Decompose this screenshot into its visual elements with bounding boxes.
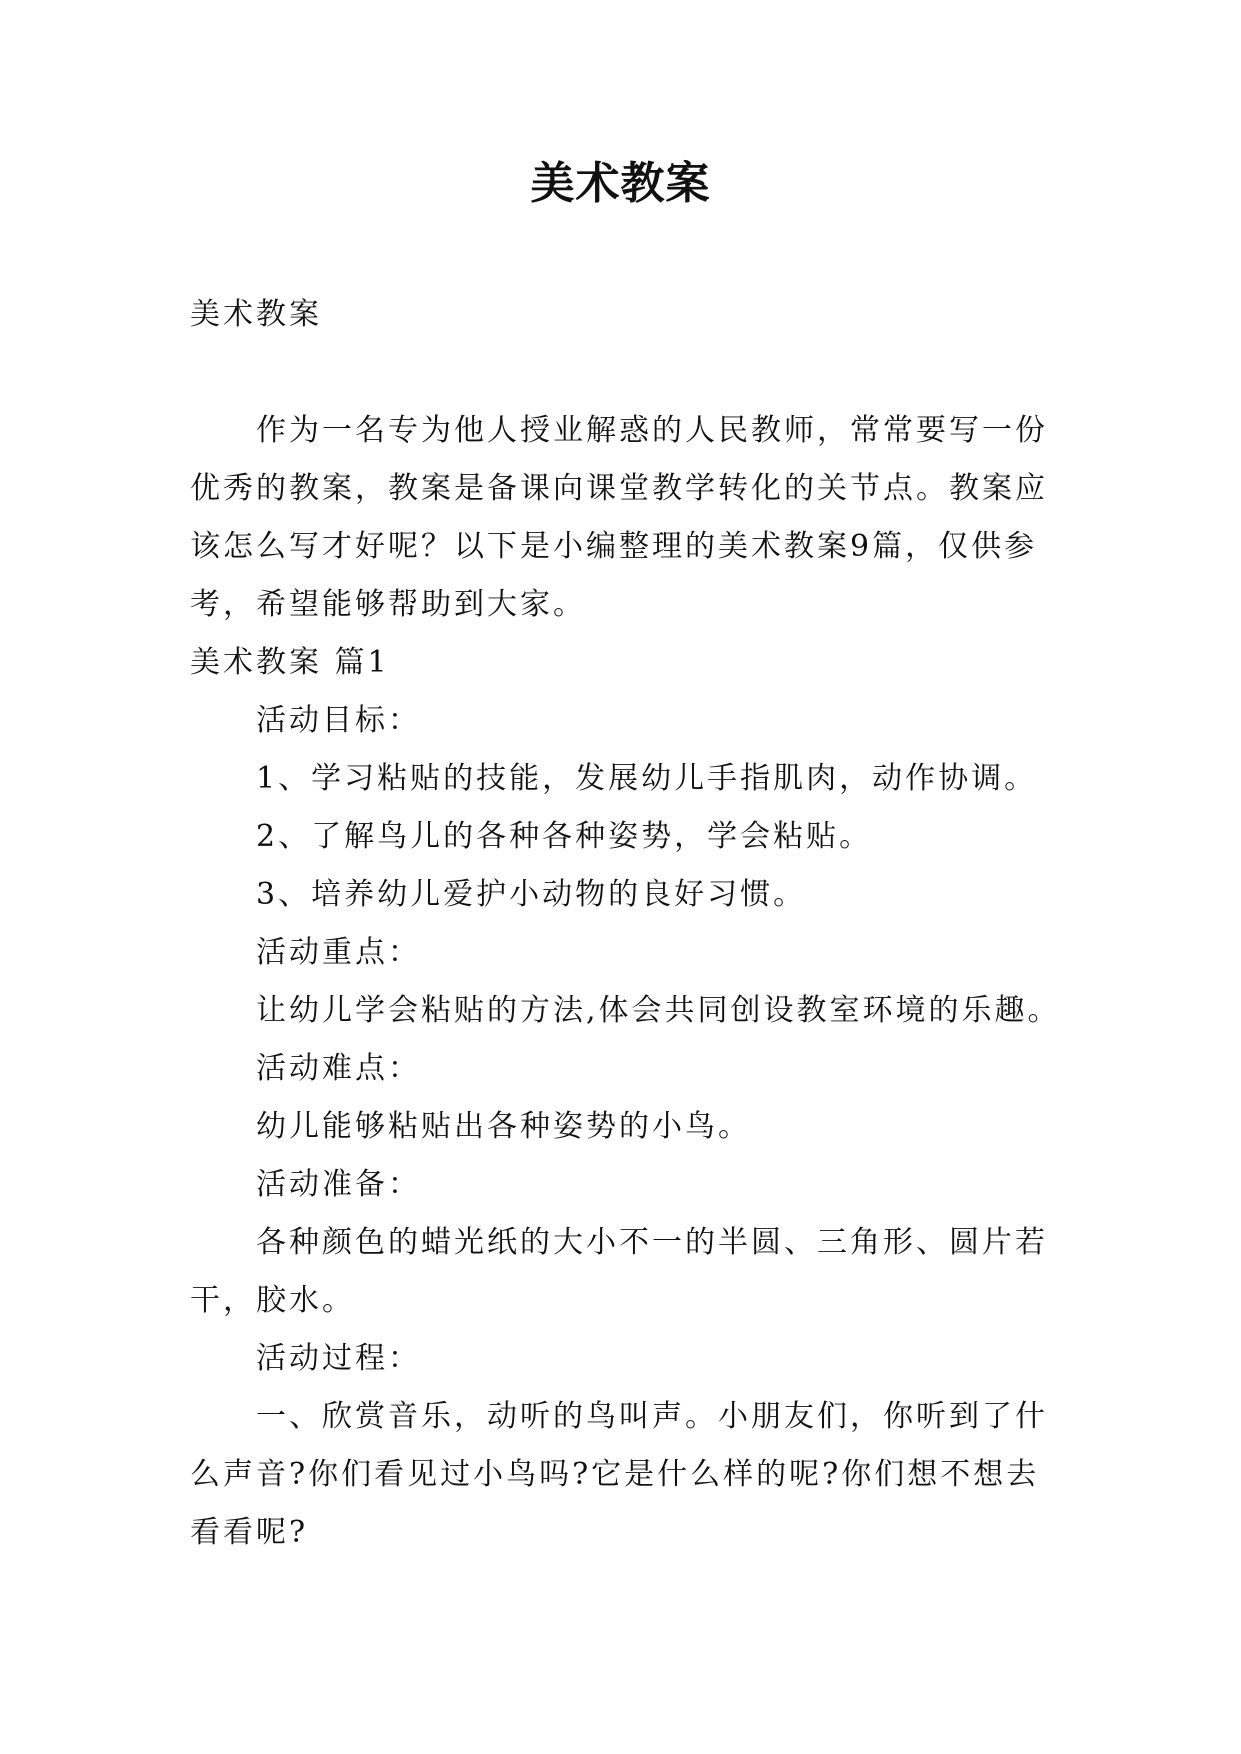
process-line-2: 么声音?你们看见过小鸟吗?它是什么样的呢?你们想不想去 <box>190 1457 1040 1492</box>
prep-line-1: 各种颜色的蜡光纸的大小不一的半圆、三角形、圆片若 <box>256 1225 1048 1260</box>
intro-line-2: 优秀的教案，教案是备课向课堂教学转化的关节点。教案应 <box>190 471 1048 506</box>
goal-item-2: 2、了解鸟儿的各种各种姿势，学会粘贴。 <box>256 819 873 854</box>
prep-line-2: 干，胶水。 <box>190 1283 355 1318</box>
goals-label: 活动目标： <box>256 703 421 738</box>
process-label: 活动过程： <box>256 1341 421 1376</box>
intro-line-4: 考，希望能够帮助到大家。 <box>190 587 586 622</box>
key-label: 活动重点： <box>256 935 421 970</box>
process-line-3: 看看呢? <box>190 1515 309 1550</box>
key-text: 让幼儿学会粘贴的方法,体会共同创设教室环境的乐趣。 <box>256 993 1061 1028</box>
goal-item-3: 3、培养幼儿爱护小动物的良好习惯。 <box>256 877 807 912</box>
difficulty-label: 活动难点： <box>256 1051 421 1086</box>
intro-line-3: 该怎么写才好呢？以下是小编整理的美术教案9篇，仅供参 <box>190 529 1038 564</box>
prep-label: 活动准备： <box>256 1167 421 1202</box>
intro-line-1: 作为一名专为他人授业解惑的人民教师，常常要写一份 <box>256 413 1048 448</box>
document-subtitle: 美术教案 <box>190 297 322 332</box>
document-title: 美术教案 <box>530 158 711 209</box>
goal-item-1: 1、学习粘贴的技能，发展幼儿手指肌肉，动作协调。 <box>256 761 1038 796</box>
difficulty-text: 幼儿能够粘贴出各种姿势的小鸟。 <box>256 1109 751 1144</box>
process-line-1: 一、欣赏音乐，动听的鸟叫声。小朋友们，你听到了什 <box>256 1399 1048 1434</box>
section-heading: 美术教案 篇1 <box>190 645 390 680</box>
